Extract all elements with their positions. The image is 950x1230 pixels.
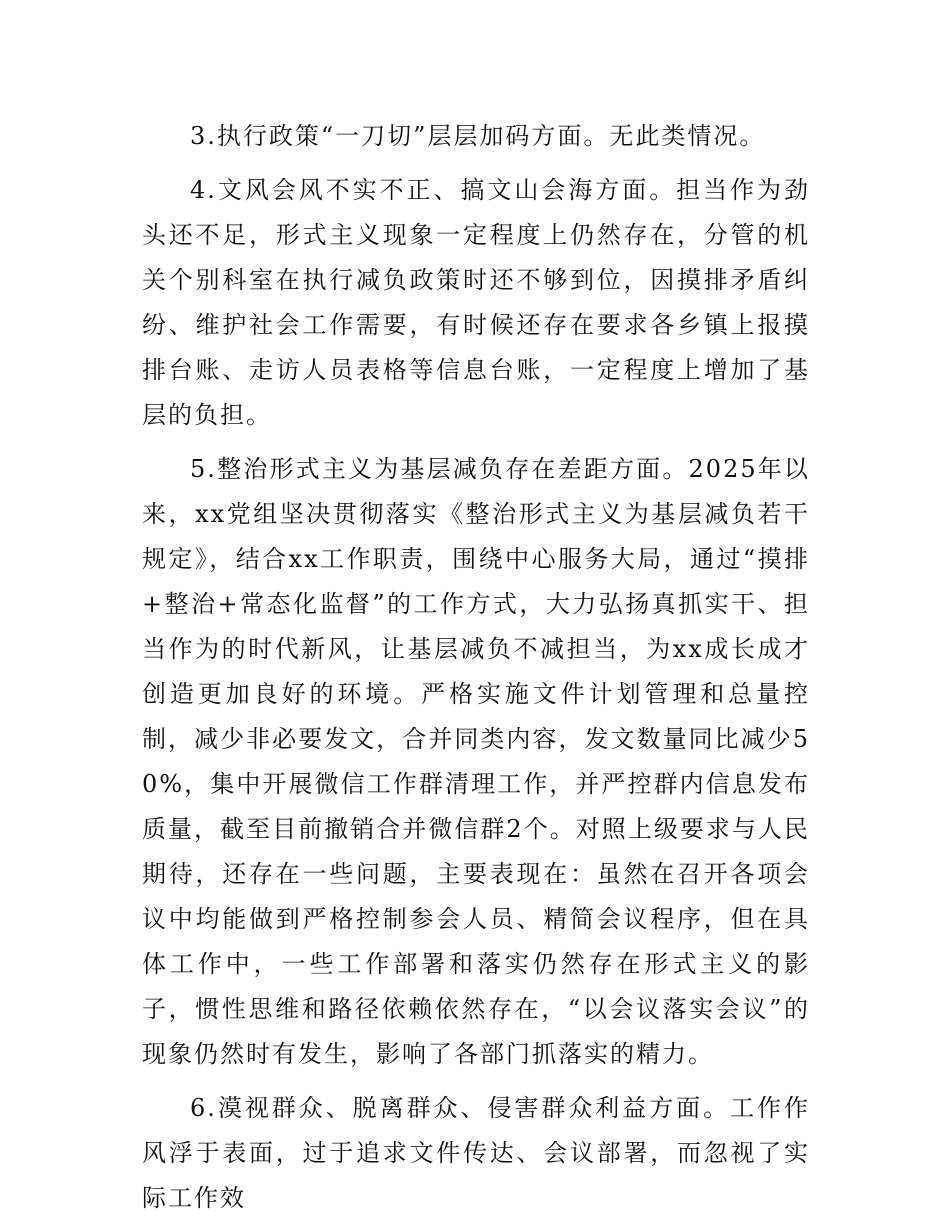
paragraph-writing-meeting-style: 4.文风会风不实不正、搞文山会海方面。担当作为劲头还不足，形式主义现象一定程度上仍然存在，分管的机关个别科室在执行减负政策时还不够到位，因摸排矛盾纠纷、维护社会工作需要，有时候还存在要求各乡镇上报摸排台账、走访人员表格等信息台账，一定程度上增加了基层的负担。 xyxy=(142,176,810,429)
paragraph-burden-reduction: 5.整治形式主义为基层减负存在差距方面。2025年以来，xx党组坚决贯彻落实《整治形式主义为基层减负若干规定》，结合xx工作职责，围绕中心服务大局，通过“摸排+整治+常态化监督”的工作方式，大力弘扬真抓实干、担当作为的时代新风，让基层减负不减担当，为xx成长成才创造更加良好的环境。严格实施文件计划管理和总量控制，减少非必要发文，合并同类内容，发文数量同比减少50%，集中开展微信工作群清理工作，并严控群内信息发布质量，截至目前撤销合并微信群2个。对照上级要求与人民期待，还存在一些问题，主要表现在：虽然在召开各项会议中均能做到严格控制参会人员、精简会议程序，但在具体工作中，一些工作部署和落实仍然存在形式主义的影子，惯性思维和路径依赖依然存在，“以会议落实会议”的现象仍然时有发生，影响了各部门抓落实的精力。 xyxy=(142,455,810,1068)
paragraph-mass-interests: 6.漠视群众、脱离群众、侵害群众利益方面。工作作风浮于表面，过于追求文件传达、会议部署，而忽视了实际工作效 xyxy=(142,1094,810,1212)
paragraph-policy-one-size: 3.执行政策“一刀切”层层加码方面。无此类情况。 xyxy=(190,122,766,150)
